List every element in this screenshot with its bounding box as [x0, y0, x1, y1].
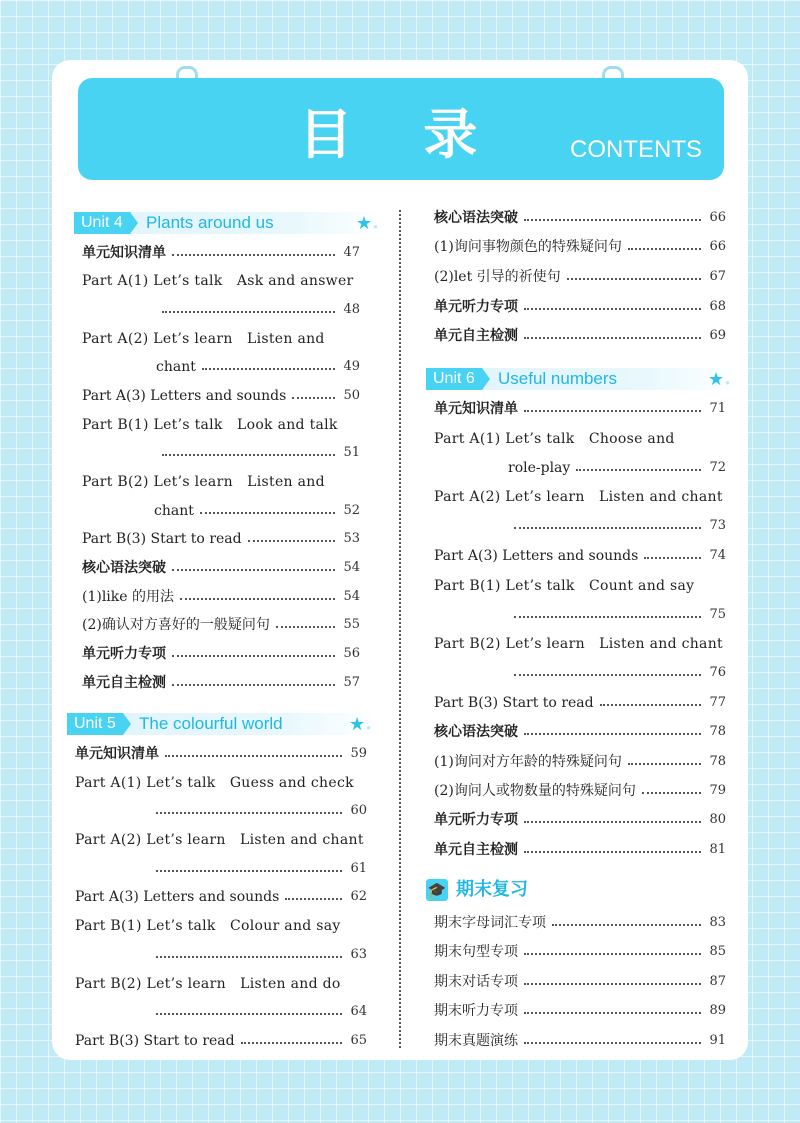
toc-entry[interactable] — [162, 442, 360, 464]
toc-entry-text: role-play — [508, 460, 571, 476]
toc-entry[interactable] — [162, 299, 360, 321]
toc-entry-text: 期末字母词汇专项 — [434, 915, 546, 931]
dot-leader — [524, 839, 701, 853]
page-number: 75 — [709, 607, 726, 622]
toc-entry[interactable] — [508, 457, 726, 479]
dot-leader — [156, 800, 342, 814]
unit-title: The colourful world — [139, 714, 283, 733]
toc-entry-text: 单元听力专项 — [434, 299, 518, 315]
toc-entry[interactable] — [434, 809, 726, 831]
dot-leader — [600, 692, 702, 706]
unit-number: Unit 4 — [74, 212, 130, 234]
dot-leader — [200, 500, 336, 514]
toc-entry-text: 单元自主检测 — [434, 328, 518, 344]
toc-entry-text[interactable]: Part A(1) Let’s talk Choose and — [434, 431, 675, 447]
page-number: 54 — [343, 560, 360, 575]
toc-entry-text: 单元知识清单 — [75, 746, 159, 762]
page-number: 54 — [343, 589, 360, 604]
page-number: 56 — [343, 646, 360, 661]
unit-number: Unit 5 — [67, 713, 123, 735]
page-number: 52 — [343, 503, 360, 518]
dot-leader — [180, 586, 335, 600]
toc-entry-text[interactable]: Part B(2) Let’s learn Listen and chant — [434, 636, 723, 652]
toc-entry-text: (1)like 的用法 — [82, 589, 175, 605]
toc-entry-text[interactable]: Part A(1) Let’s talk Guess and check — [75, 775, 354, 791]
unit-4-header[interactable] — [74, 212, 384, 234]
toc-entry-text: (1)询问事物颜色的特殊疑问句 — [434, 239, 622, 255]
dot-leader — [524, 398, 701, 412]
page-number: 80 — [709, 812, 726, 827]
dot-leader — [276, 614, 336, 628]
unit-5-header[interactable] — [67, 713, 377, 735]
toc-entry[interactable] — [434, 971, 726, 993]
toc-entry[interactable] — [82, 242, 360, 264]
toc-entry-text[interactable]: Part B(1) Let’s talk Count and say — [434, 578, 695, 594]
toc-entry-text: chant — [154, 503, 194, 519]
page-number: 83 — [709, 915, 726, 930]
page-number: 62 — [350, 889, 367, 904]
page-number: 73 — [709, 518, 726, 533]
toc-entry[interactable] — [434, 692, 726, 714]
toc-entry[interactable] — [434, 1000, 726, 1022]
page-number: 69 — [709, 328, 726, 343]
toc-entry-text: 核心语法突破 — [434, 210, 518, 226]
toc-entry[interactable] — [434, 207, 726, 229]
unit-title: Useful numbers — [498, 369, 618, 388]
toc-entry-text: 核心语法突破 — [434, 724, 518, 740]
page-number: 61 — [350, 861, 367, 876]
page-number: 51 — [343, 445, 360, 460]
dot-leader — [514, 604, 701, 618]
toc-entry[interactable] — [156, 944, 367, 966]
dot-leader — [644, 545, 701, 559]
page-number: 64 — [350, 1004, 367, 1019]
toc-entry-text: Part B(3) Start to read — [434, 695, 594, 711]
toc-entry[interactable] — [82, 586, 360, 608]
toc-entry[interactable] — [75, 743, 367, 765]
toc-entry-text: 期末对话专项 — [434, 974, 518, 990]
page-number: 72 — [709, 460, 726, 475]
toc-entry[interactable] — [434, 1030, 726, 1052]
toc-entry-text[interactable]: Part B(1) Let’s talk Colour and say — [75, 918, 341, 934]
dot-leader — [524, 971, 701, 985]
dot-leader — [524, 809, 701, 823]
toc-entry[interactable] — [82, 643, 360, 665]
page-subtitle: CONTENTS — [570, 136, 702, 163]
toc-entry-text: (2)确认对方喜好的一般疑问句 — [82, 617, 270, 633]
toc-entry-text: 单元听力专项 — [434, 812, 518, 828]
dot-leader — [514, 515, 701, 529]
page-number: 68 — [709, 299, 726, 314]
dot-leader — [524, 325, 701, 339]
toc-entry[interactable] — [434, 266, 726, 288]
toc-entry[interactable] — [75, 1030, 367, 1052]
toc-entry[interactable] — [82, 557, 360, 579]
dot-leader — [292, 385, 335, 399]
dot-leader — [628, 236, 702, 250]
page-number: 57 — [343, 675, 360, 690]
dot-leader — [576, 457, 701, 471]
page-number: 48 — [343, 302, 360, 317]
toc-entry-text: Part B(3) Start to read — [75, 1033, 235, 1049]
toc-entry[interactable] — [514, 604, 726, 626]
dot-leader — [172, 557, 335, 571]
page-number: 49 — [343, 359, 360, 374]
page-number: 63 — [350, 947, 367, 962]
dot-leader — [285, 886, 342, 900]
toc-entry[interactable] — [82, 614, 360, 636]
dot-leader — [156, 944, 342, 958]
dot-leader — [162, 299, 335, 313]
toc-entry[interactable] — [434, 912, 726, 934]
toc-entry[interactable] — [434, 296, 726, 318]
page-number: 89 — [709, 1003, 726, 1018]
page-number: 53 — [343, 531, 360, 546]
page-number: 66 — [709, 239, 726, 254]
toc-entry-text: 期末听力专项 — [434, 1003, 518, 1019]
dot-leader — [156, 858, 342, 872]
page-number: 66 — [709, 210, 726, 225]
final-review-header[interactable] — [426, 878, 726, 902]
dot-leader — [524, 721, 701, 735]
page-number: 78 — [709, 724, 726, 739]
toc-entry-text: (1)询问对方年龄的特殊疑问句 — [434, 754, 622, 770]
toc-entry-text[interactable]: Part B(1) Let’s talk Look and talk — [82, 417, 338, 433]
page-number: 59 — [350, 746, 367, 761]
unit-6-header[interactable] — [426, 368, 736, 390]
toc-entry[interactable] — [434, 236, 726, 258]
page-number: 78 — [709, 754, 726, 769]
toc-entry[interactable] — [434, 545, 726, 567]
column-divider — [399, 210, 401, 1048]
page-number: 65 — [350, 1033, 367, 1048]
toc-entry-text: 期末句型专项 — [434, 944, 518, 960]
dot-leader — [172, 242, 335, 256]
page-number: 79 — [709, 783, 726, 798]
toc-entry[interactable] — [82, 672, 360, 694]
toc-entry[interactable] — [434, 751, 726, 773]
toc-entry[interactable] — [156, 356, 360, 378]
graduation-cap-icon: 🎓 — [427, 881, 447, 899]
page-number: 77 — [709, 695, 726, 710]
toc-entry-text: (2)询问人或物数量的特殊疑问句 — [434, 783, 636, 799]
section-title: 期末复习 — [456, 879, 528, 900]
toc-entry-text: (2)let 引导的祈使句 — [434, 269, 561, 285]
toc-entry-text[interactable]: Part A(2) Let’s learn Listen and chant — [434, 489, 723, 505]
page-number: 87 — [709, 974, 726, 989]
toc-entry-text: chant — [156, 359, 196, 375]
toc-entry[interactable] — [156, 800, 367, 822]
dot-leader — [524, 1030, 701, 1044]
toc-entry[interactable] — [82, 385, 360, 407]
toc-entry[interactable] — [154, 500, 360, 522]
unit-number: Unit 6 — [426, 368, 482, 390]
toc-entry[interactable] — [434, 780, 726, 802]
toc-entry-text: Part A(3) Letters and sounds — [434, 548, 639, 564]
dot-leader — [165, 743, 342, 757]
toc-entry[interactable] — [434, 325, 726, 347]
toc-entry-text[interactable]: Part B(2) Let’s learn Listen and — [82, 474, 325, 490]
toc-entry[interactable] — [82, 528, 360, 550]
toc-entry[interactable] — [514, 662, 726, 684]
toc-entry[interactable] — [434, 398, 726, 420]
page-number: 85 — [709, 944, 726, 959]
page-number: 60 — [350, 803, 367, 818]
dot-leader — [248, 528, 336, 542]
toc-entry-text[interactable]: Part B(2) Let’s learn Listen and do — [75, 976, 341, 992]
dot-leader — [162, 442, 335, 456]
dot-leader — [172, 672, 335, 686]
toc-entry[interactable] — [156, 858, 367, 880]
page-number: 67 — [709, 269, 726, 284]
toc-entry-text: 单元听力专项 — [82, 646, 166, 662]
toc-entry-text: 单元自主检测 — [82, 675, 166, 691]
toc-entry-text: Part A(3) Letters and sounds — [82, 388, 287, 404]
dot-leader — [514, 662, 701, 676]
toc-entry-text[interactable]: Part A(1) Let’s talk Ask and answer — [82, 273, 354, 289]
page-number: 55 — [343, 617, 360, 632]
star-icon: ★ ● — [708, 369, 730, 393]
dot-leader — [241, 1030, 343, 1044]
dot-leader — [552, 912, 701, 926]
page-number: 81 — [709, 842, 726, 857]
toc-entry-text[interactable]: Part A(2) Let’s learn Listen and chant — [75, 832, 364, 848]
page-number: 47 — [343, 245, 360, 260]
page-number: 74 — [709, 548, 726, 563]
toc-entry-text: Part B(3) Start to read — [82, 531, 242, 547]
toc-entry-text: 单元知识清单 — [82, 245, 166, 261]
page-number: 50 — [343, 388, 360, 403]
toc-entry-text: Part A(3) Letters and sounds — [75, 889, 280, 905]
page-number: 71 — [709, 401, 726, 416]
toc-entry[interactable] — [75, 886, 367, 908]
toc-entry[interactable] — [156, 1001, 367, 1023]
toc-entry[interactable] — [434, 839, 726, 861]
dot-leader — [172, 643, 335, 657]
toc-entry-text: 期末真题演练 — [434, 1033, 518, 1049]
toc-entry-text: 核心语法突破 — [82, 560, 166, 576]
page-number: 76 — [709, 665, 726, 680]
dot-leader — [524, 1000, 701, 1014]
dot-leader — [628, 751, 702, 765]
dot-leader — [567, 266, 702, 280]
toc-entry[interactable] — [434, 721, 726, 743]
toc-entry[interactable] — [434, 941, 726, 963]
dot-leader — [202, 356, 336, 370]
page-number: 91 — [709, 1033, 726, 1048]
star-icon: ★ ● — [356, 213, 378, 237]
dot-leader — [524, 207, 701, 221]
toc-entry-text: 单元自主检测 — [434, 842, 518, 858]
toc-entry-text[interactable]: Part A(2) Let’s learn Listen and — [82, 331, 325, 347]
dot-leader — [642, 780, 702, 794]
page-title: 目 录 — [298, 103, 504, 166]
dot-leader — [524, 941, 701, 955]
unit-title: Plants around us — [146, 213, 274, 232]
dot-leader — [156, 1001, 342, 1015]
toc-entry[interactable] — [514, 515, 726, 537]
star-icon: ★ ● — [349, 714, 371, 738]
toc-entry-text: 单元知识清单 — [434, 401, 518, 417]
contents-banner — [78, 78, 724, 180]
dot-leader — [524, 296, 701, 310]
